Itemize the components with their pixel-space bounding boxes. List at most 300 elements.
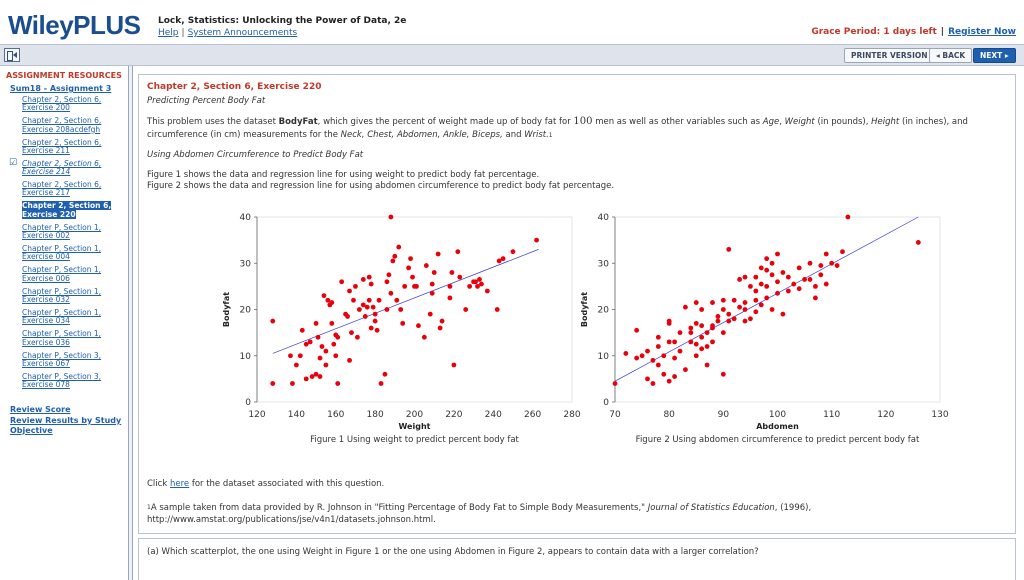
data-point <box>613 381 618 386</box>
data-point <box>748 316 753 321</box>
variable-list: Neck, Chest, Abdomen, Ankle, Biceps, <box>340 130 503 140</box>
click-text: for the dataset associated with this question. <box>189 479 385 489</box>
x-tick-label: 70 <box>609 410 621 420</box>
data-point <box>322 293 327 298</box>
data-point <box>775 279 780 284</box>
data-point <box>373 312 378 317</box>
y-tick-label: 10 <box>239 351 251 362</box>
data-point <box>667 321 672 326</box>
variable-age: Age <box>762 117 780 127</box>
data-point <box>694 300 699 305</box>
data-point <box>477 277 482 282</box>
data-point <box>392 254 397 259</box>
data-point <box>353 284 358 289</box>
footnote <box>147 502 1007 526</box>
data-point <box>753 309 758 314</box>
sidebar-exercise-label: Chapter P, Section 3, Exercise 067 <box>22 350 102 368</box>
exercise-subtitle: Predicting Percent Body Fat <box>147 96 266 106</box>
data-point <box>786 289 791 294</box>
sidebar-exercise-item[interactable] <box>22 160 122 181</box>
data-point <box>455 249 460 254</box>
x-tick-label: 180 <box>366 410 384 420</box>
chart-1 <box>222 213 581 445</box>
data-point <box>770 307 775 312</box>
data-point <box>485 289 490 294</box>
dataset-link-line <box>147 479 384 489</box>
data-point <box>351 298 356 303</box>
data-point <box>797 265 802 270</box>
journal-name: Journal of Statistics Education <box>647 503 775 513</box>
data-point <box>683 367 688 372</box>
data-point <box>683 305 688 310</box>
y-tick-label: 40 <box>597 213 609 223</box>
data-point <box>402 284 407 289</box>
data-point <box>694 353 699 358</box>
data-point <box>367 298 372 303</box>
x-tick-label: 220 <box>445 410 463 420</box>
data-point <box>710 300 715 305</box>
y-tick-label: 10 <box>597 351 609 362</box>
sidebar-exercise-label: Chapter 2, Section 6, Exercise 214 <box>22 158 102 177</box>
y-tick-label: 20 <box>239 305 251 316</box>
data-point <box>339 279 344 284</box>
data-point <box>416 323 421 328</box>
data-point <box>743 319 748 324</box>
data-point <box>781 270 786 275</box>
wileyplus-logo[interactable]: WileyPLUS <box>8 10 141 40</box>
data-point <box>829 261 834 266</box>
data-point <box>716 314 721 319</box>
data-point <box>759 265 764 270</box>
review-score-link[interactable]: Review Score <box>10 405 71 414</box>
data-point <box>270 319 275 324</box>
sidebar-exercise-label: Chapter P, Section 1, Exercise 002 <box>22 222 102 241</box>
data-point <box>791 282 796 287</box>
data-point <box>634 356 639 361</box>
data-point <box>634 328 639 333</box>
data-point <box>457 275 462 280</box>
course-title: Lock, Statistics: Unlocking the Power of Data, 2e <box>158 16 407 26</box>
dataset-here-link[interactable]: here <box>169 479 190 489</box>
data-point <box>345 314 350 319</box>
x-tick-label: 90 <box>717 410 730 420</box>
collapse-sidebar-icon[interactable] <box>4 48 20 62</box>
data-point <box>414 284 419 289</box>
footnote-text: , (1996), http://www.amstat.org/publications/jse/v4n1/datasets.johnson.html. <box>147 503 812 525</box>
top-links <box>158 28 297 38</box>
data-point <box>781 312 786 317</box>
data-point <box>688 330 693 335</box>
x-tick-label: 240 <box>484 410 502 420</box>
data-point <box>369 282 374 287</box>
data-point <box>775 252 780 257</box>
sidebar-exercise-item[interactable] <box>22 139 122 160</box>
data-point <box>699 307 704 312</box>
sidebar-exercise-item[interactable] <box>22 352 122 373</box>
data-point <box>463 307 468 312</box>
data-point <box>385 307 390 312</box>
data-point <box>534 238 539 243</box>
data-point <box>743 307 748 312</box>
section-heading: Using Abdomen Circumference to Predict Body Fat <box>147 150 364 160</box>
data-point <box>448 296 453 301</box>
sample-count: 100 <box>573 116 593 127</box>
x-tick-label: 260 <box>524 410 542 420</box>
data-point <box>694 342 699 347</box>
data-point <box>753 275 758 280</box>
assignment-sidebar <box>0 66 128 580</box>
figure1-description: Figure 1 shows the data and regression line for using weight to predict body fat percentage. <box>147 170 540 180</box>
intro-text: This problem uses the dataset <box>147 117 279 127</box>
data-point <box>710 323 715 328</box>
data-point <box>667 379 672 384</box>
data-point <box>764 296 769 301</box>
data-point <box>377 298 382 303</box>
data-point <box>300 328 305 333</box>
y-axis-label: Bodyfat <box>222 291 231 328</box>
sidebar-exercise-item[interactable] <box>22 117 122 138</box>
data-point <box>835 263 840 268</box>
data-point <box>818 263 823 268</box>
exercise-title: Chapter 2, Section 6, Exercise 220 <box>147 82 322 92</box>
figure2-description: Figure 2 shows the data and regression line for using abdomen circumference to predict body fat percentage. <box>147 181 615 191</box>
data-point <box>818 272 823 277</box>
data-point <box>846 215 851 220</box>
data-point <box>748 284 753 289</box>
data-point <box>710 339 715 344</box>
data-point <box>365 305 370 310</box>
data-point <box>688 326 693 331</box>
assignment-link[interactable]: Sum18 - Assignment 3 <box>10 84 112 93</box>
data-point <box>428 312 433 317</box>
data-point <box>721 330 726 335</box>
x-tick-label: 200 <box>405 410 424 420</box>
data-point <box>298 353 303 358</box>
grace-period-text: Grace Period: 1 days left <box>811 27 937 37</box>
data-point <box>511 249 516 254</box>
data-point <box>367 275 372 280</box>
system-announcements-link[interactable]: System Announcements <box>187 28 298 38</box>
x-axis-label: Abdomen <box>756 422 799 431</box>
data-point <box>369 326 374 331</box>
data-point <box>645 349 650 354</box>
data-point <box>824 252 829 257</box>
data-point <box>672 339 677 344</box>
data-point <box>329 300 334 305</box>
data-point <box>721 307 726 312</box>
data-point <box>786 275 791 280</box>
data-point <box>699 346 704 351</box>
x-tick-label: 280 <box>563 410 581 420</box>
data-point <box>656 363 661 368</box>
sidebar-exercise-label: Chapter P, Section 1, Exercise 032 <box>22 286 102 304</box>
data-point <box>379 381 384 386</box>
data-point <box>424 263 429 268</box>
sidebar-exercise-item[interactable] <box>22 181 122 202</box>
data-point <box>813 296 818 301</box>
data-point <box>288 353 293 358</box>
y-axis-label: Bodyfat <box>580 291 589 328</box>
data-point <box>770 261 775 266</box>
data-point <box>743 300 748 305</box>
footnote-text: A sample taken from data provided by R. Johnson in "Fitting Percentage of Body Fat to Simple Body Measurements," <box>150 503 648 513</box>
printer-version-button[interactable]: PRINTER VERSION <box>844 48 935 63</box>
dataset-name: BodyFat <box>278 117 318 127</box>
data-point <box>387 272 392 277</box>
data-point <box>661 372 666 377</box>
data-point <box>726 247 731 252</box>
data-point <box>335 381 340 386</box>
data-point <box>371 305 376 310</box>
plot-area <box>257 217 572 402</box>
data-point <box>308 339 313 344</box>
variable-weight: Weight <box>784 117 815 127</box>
data-point <box>661 353 666 358</box>
intro-text: and <box>502 130 525 140</box>
data-point <box>688 339 693 344</box>
data-point <box>824 282 829 287</box>
data-point <box>422 335 427 340</box>
data-point <box>361 277 366 282</box>
register-now-link[interactable]: Register Now <box>948 27 1016 37</box>
footnote-marker: 1 <box>548 132 553 139</box>
data-point <box>813 284 818 289</box>
sidebar-exercise-item[interactable] <box>22 288 122 309</box>
data-point <box>759 282 764 287</box>
data-point <box>808 261 813 266</box>
y-tick-label: 30 <box>239 259 251 270</box>
grace-period-bar <box>811 27 1016 37</box>
data-point <box>408 256 413 261</box>
data-point <box>324 349 329 354</box>
data-point <box>448 284 453 289</box>
data-point <box>335 335 340 340</box>
data-point <box>501 256 506 261</box>
data-point <box>732 298 737 303</box>
data-point <box>764 268 769 273</box>
scatterplots <box>139 205 1015 445</box>
data-point <box>324 363 329 368</box>
data-point <box>672 356 677 361</box>
data-point <box>347 358 352 363</box>
data-point <box>314 321 319 326</box>
sidebar-exercise-item[interactable] <box>22 202 122 223</box>
exercise-list <box>22 96 122 394</box>
separator: | <box>181 28 185 38</box>
x-tick-label: 100 <box>768 410 787 420</box>
data-point <box>840 249 845 254</box>
variable-height: Height <box>871 117 900 127</box>
data-point <box>440 319 445 324</box>
separator: | <box>940 27 945 37</box>
y-tick-label: 40 <box>239 213 251 223</box>
y-tick-label: 0 <box>245 398 251 408</box>
data-point <box>623 351 628 356</box>
x-tick-label: 110 <box>823 410 841 420</box>
data-point <box>656 335 661 340</box>
data-point <box>764 256 769 261</box>
review-results-link[interactable]: Review Results by Study Objective <box>10 416 122 435</box>
data-point <box>347 289 352 294</box>
data-point <box>320 344 325 349</box>
data-point <box>705 330 710 335</box>
data-point <box>753 289 758 294</box>
data-point <box>385 279 390 284</box>
data-point <box>495 307 500 312</box>
data-point <box>699 323 704 328</box>
resources-title: ASSIGNMENT RESOURCES <box>6 71 122 80</box>
data-point <box>410 275 415 280</box>
x-tick-label: 160 <box>327 410 345 420</box>
intro-text: (in inches), and circumference (in cm) measurements for the <box>147 117 968 140</box>
data-point <box>726 319 731 324</box>
data-point <box>705 363 710 368</box>
data-point <box>394 298 399 303</box>
data-point <box>916 240 921 245</box>
data-point <box>430 282 435 287</box>
data-point <box>694 321 699 326</box>
sidebar-splitter[interactable] <box>128 66 133 580</box>
data-point <box>396 245 401 250</box>
sidebar-exercise-label: Chapter 2, Section 6, Exercise 220 <box>22 201 112 219</box>
data-point <box>808 277 813 282</box>
data-point <box>716 319 721 324</box>
data-point <box>651 358 656 363</box>
data-point <box>467 284 472 289</box>
sidebar-exercise-label: Chapter 2, Section 6, Exercise 217 <box>22 180 102 198</box>
data-point <box>331 342 336 347</box>
sidebar-exercise-item[interactable] <box>22 96 122 117</box>
figure-descriptions <box>147 170 614 192</box>
y-tick-label: 0 <box>603 398 609 408</box>
sidebar-exercise-item[interactable] <box>22 224 122 245</box>
data-point <box>721 298 726 303</box>
sidebar-exercise-item[interactable] <box>22 373 122 394</box>
data-point <box>270 381 275 386</box>
data-point <box>759 302 764 307</box>
data-point <box>349 330 354 335</box>
data-point <box>398 307 403 312</box>
x-tick-label: 120 <box>248 410 266 420</box>
data-point <box>678 349 683 354</box>
data-point <box>430 291 435 296</box>
data-point <box>432 270 437 275</box>
x-axis-label: Weight <box>398 422 431 431</box>
intro-text: men as well as other variables such as <box>592 117 763 127</box>
data-point <box>294 363 299 368</box>
data-point <box>743 275 748 280</box>
sidebar-exercise-label: Chapter P, Section 1, Exercise 036 <box>22 329 102 347</box>
sidebar-exercise-label: Chapter 2, Section 6, Exercise 200 <box>22 95 102 113</box>
data-point <box>388 215 393 220</box>
data-point <box>450 270 455 275</box>
data-point <box>651 381 656 386</box>
data-point <box>388 291 393 296</box>
chart-2 <box>580 213 949 445</box>
data-point <box>290 381 295 386</box>
y-tick-label: 30 <box>597 259 609 270</box>
data-point <box>764 284 769 289</box>
figure-caption: Figure 2 Using abdomen circumference to predict percent body fat <box>635 435 920 445</box>
sidebar-exercise-item[interactable] <box>22 245 122 266</box>
x-tick-label: 120 <box>877 410 895 420</box>
intro-text: , which gives the percent of weight made up of body fat for <box>317 117 574 127</box>
figure-caption: Figure 1 Using weight to predict percent body fat <box>310 435 519 445</box>
data-point <box>721 372 726 377</box>
data-point <box>383 372 388 377</box>
data-point <box>797 286 802 291</box>
click-text: Click <box>147 479 170 489</box>
data-point <box>678 330 683 335</box>
sidebar-exercise-label: Chapter 2, Section 6, Exercise 208acdefgh <box>22 116 102 134</box>
sidebar-exercise-label: Chapter P, Section 1, Exercise 034 <box>22 307 102 326</box>
sidebar-exercise-label: Chapter P, Section 3, Exercise 078 <box>22 371 102 390</box>
data-point <box>304 376 309 381</box>
x-tick-label: 80 <box>663 410 675 420</box>
problem-intro: This problem uses the dataset BodyFat, which gives the percent of weight made up of body fat for 100 men as well as other variables such as Age, Weight (in pounds), Height (in inches), and circumference (in cm) measurements for the Neck, Chest, Abdomen, Ankle, Biceps, and Wrist.$^1$ <box>147 116 968 140</box>
data-point <box>802 277 807 282</box>
variable-wrist: Wrist. <box>524 130 549 140</box>
data-point <box>333 353 338 358</box>
question-a: (a) Which scatterplot, the one using Weight in Figure 1 or the one using Abdomen in Figure 2, appears to contain data with a larger correlation? <box>147 547 759 557</box>
data-point <box>318 374 323 379</box>
help-link[interactable]: Help <box>158 28 179 38</box>
data-point <box>753 298 758 303</box>
data-point <box>672 374 677 379</box>
sidebar-exercise-label: Chapter P, Section 1, Exercise 006 <box>22 265 102 283</box>
x-tick-label: 140 <box>287 410 305 420</box>
data-point <box>705 344 710 349</box>
sidebar-exercise-item[interactable] <box>22 309 122 330</box>
header <box>0 0 1024 44</box>
data-point <box>390 259 395 264</box>
data-point <box>406 265 411 270</box>
data-point <box>656 344 661 349</box>
sidebar-exercise-item[interactable] <box>22 266 122 287</box>
data-point <box>363 314 368 319</box>
data-point <box>357 307 362 312</box>
footnote-marker: 1 <box>147 504 151 511</box>
data-point <box>436 252 441 257</box>
exercise-panel <box>138 74 1016 534</box>
data-point <box>737 277 742 282</box>
y-tick-label: 20 <box>597 305 609 316</box>
sidebar-exercise-label: Chapter 2, Section 6, Exercise 211 <box>22 137 102 155</box>
data-point <box>375 328 380 333</box>
data-point <box>400 321 405 326</box>
data-point <box>318 356 323 361</box>
back-button[interactable]: ◂ BACK <box>929 48 972 63</box>
next-button[interactable]: NEXT ▸ <box>973 48 1016 63</box>
toolbar <box>0 44 1024 66</box>
x-tick-label: 130 <box>931 410 949 420</box>
data-point <box>479 282 484 287</box>
data-point <box>451 363 456 368</box>
data-point <box>373 319 378 324</box>
data-point <box>699 335 704 340</box>
data-point <box>737 305 742 310</box>
data-point <box>732 316 737 321</box>
data-point <box>770 272 775 277</box>
intro-text: (in pounds), <box>814 117 872 127</box>
question-panel <box>138 538 1016 580</box>
sidebar-exercise-label: Chapter P, Section 1, Exercise 004 <box>22 244 102 262</box>
data-point <box>640 353 645 358</box>
data-point <box>355 335 360 340</box>
data-point <box>316 335 321 340</box>
data-point <box>667 339 672 344</box>
sidebar-exercise-item[interactable] <box>22 330 122 351</box>
